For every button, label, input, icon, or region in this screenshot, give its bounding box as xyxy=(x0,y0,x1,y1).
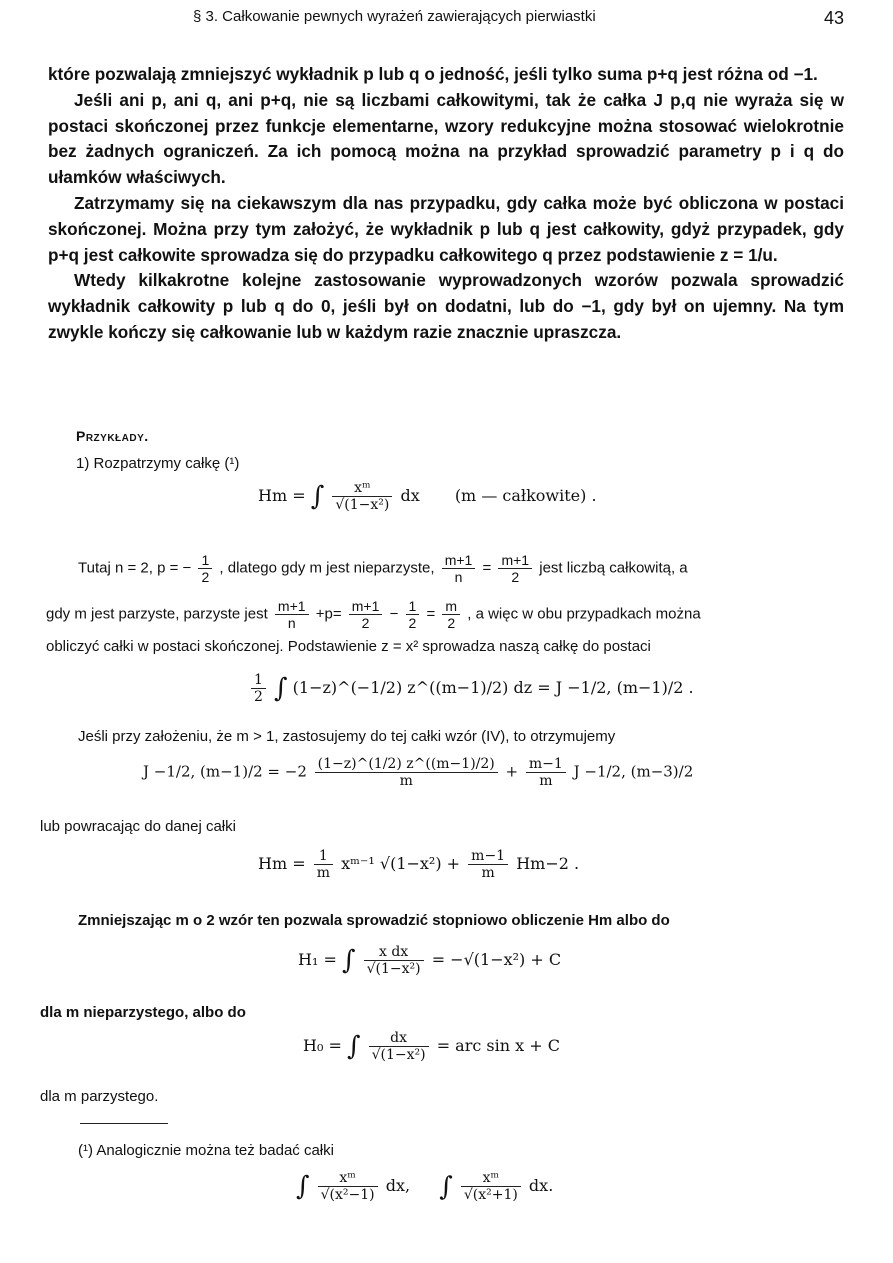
equation-h0: H₀ = ∫ $\frac{dx}{\text{√(1−x²)}}$ = arc sin x + C xyxy=(303,1030,560,1063)
text-line-8: dla m parzystego. xyxy=(40,1088,159,1105)
footnote-divider xyxy=(80,1123,168,1124)
equation-reduction: J −1/2, (m−1)/2 = −2 $\frac{(1-z)\^{}(1/2) z\^{}((m-1)/2)}{m}$ + $\frac{m-1}{m}$ J −1/2, (m−3)/2 xyxy=(143,756,694,789)
paragraph-4: Wtedy kilkakrotne kolejne zastosowanie wyprowadzonych wzorów pozwala sprowadzić wykładnik całkowity p lub q do 0, jeśli był on dodatni, lub do −1, gdy był on ujemny. Na tym zwykle kończy się całkowanie lub w każdym razie znacznie upraszcza. xyxy=(48,270,844,342)
integral-sign: ∫ xyxy=(310,481,325,512)
text-line-5: lub powracając do danej całki xyxy=(40,818,236,835)
page-number: 43 xyxy=(823,8,844,28)
examples-label: Przykłady. xyxy=(76,428,149,444)
equation-h1: H₁ = ∫ $\frac{\text{x dx}}{\text{√(1−x²)}}$ = −√(1−x²) + C xyxy=(298,944,562,977)
eq1-lhs: Hm = xyxy=(258,486,306,505)
text-line-4: Jeśli przy założeniu, że m > 1, zastosujemy do tej całki wzór (IV), to otrzymujemy xyxy=(78,728,616,745)
eq1-fraction: $\frac{\text{xᵐ}}{\text{√(1−x²)}}$ xyxy=(332,480,392,513)
equation-hm-recursion: Hm = $\frac{1}{m}$ xᵐ⁻¹ √(1−x²) + $\frac{m-1}{m}$ Hm−2 . xyxy=(258,848,580,881)
header-title: § 3. Całkowanie pewnych wyrażeń zawierających pierwiastki xyxy=(193,8,596,25)
paragraph-1: które pozwalają zmniejszyć wykładnik p lub q o jedność, jeśli tylko suma p+q jest różna od −1. xyxy=(48,64,818,84)
text-line-7: dla m nieparzystego, albo do xyxy=(40,1004,246,1021)
examples-intro: 1) Rozpatrzymy całkę (¹) xyxy=(76,455,240,472)
eq1-note: (m — całkowite) . xyxy=(454,486,597,505)
paragraph-3: Zatrzymamy się na ciekawszym dla nas przypadku, gdy całka może być obliczona w postaci skończonej. Można przy tym założyć, że wykładnik p lub q jest całkowity, gdyż przypadek, gdy p+q jest całkowite sprowadza się do przypadku całkowitego q przez podstawienie z = 1/u. xyxy=(48,192,844,265)
main-text xyxy=(48,62,844,346)
text-line-3: obliczyć całki w postaci skończonej. Podstawienie z = x² sprowadza naszą całkę do postaci xyxy=(46,638,651,655)
text-line-1: Tutaj n = 2, p = − $\frac{1}{2}$ , dlatego gdy m jest nieparzyste, $\frac{m+1}{n}$ = $\frac{m+1}{2}$ jest liczbą całkowitą, a xyxy=(78,552,688,585)
equation-substitution: $\frac{1}{2}$ ∫ (1−z)^(−1/2) z^((m−1)/2) dz = J −1/2, (m−1)/2 . xyxy=(248,672,694,705)
text-line-6: Zmniejszając m o 2 wzór ten pozwala sprowadzić stopniowo obliczenie Hm albo do xyxy=(78,912,670,929)
equation-hm: Hm = ∫ $\frac{\text{xᵐ}}{\text{√(1−x²)}}$ dx (m — całkowite) . xyxy=(258,480,597,513)
paragraph-2: Jeśli ani p, ani q, ani p+q, nie są liczbami całkowitymi, tak że całka J p,q nie wyraża się w postaci skończonej przez funkcje elementarne, wzory redukcyjne można stosować wielokrotnie bez żadnych ograniczeń. Za ich pomocą można na przykład sprowadzić parametry p i q do ułamków właściwych. xyxy=(48,89,844,188)
text-line-2: gdy m jest parzyste, parzyste jest $\frac{m+1}{n}$ +p= $\frac{m+1}{2}$ − $\frac{1}{2}$ = $\frac{m}{2}$ , a więc w obu przypadkach można xyxy=(46,598,701,631)
footnote-integrals: ∫ $\frac{\text{xᵐ}}{\text{√(x²−1)}}$ dx, ∫ $\frac{\text{xᵐ}}{\text{√(x²+1)}}$ dx. xyxy=(296,1170,554,1203)
footnote-text: (¹) Analogicznie można też badać całki xyxy=(78,1142,334,1159)
